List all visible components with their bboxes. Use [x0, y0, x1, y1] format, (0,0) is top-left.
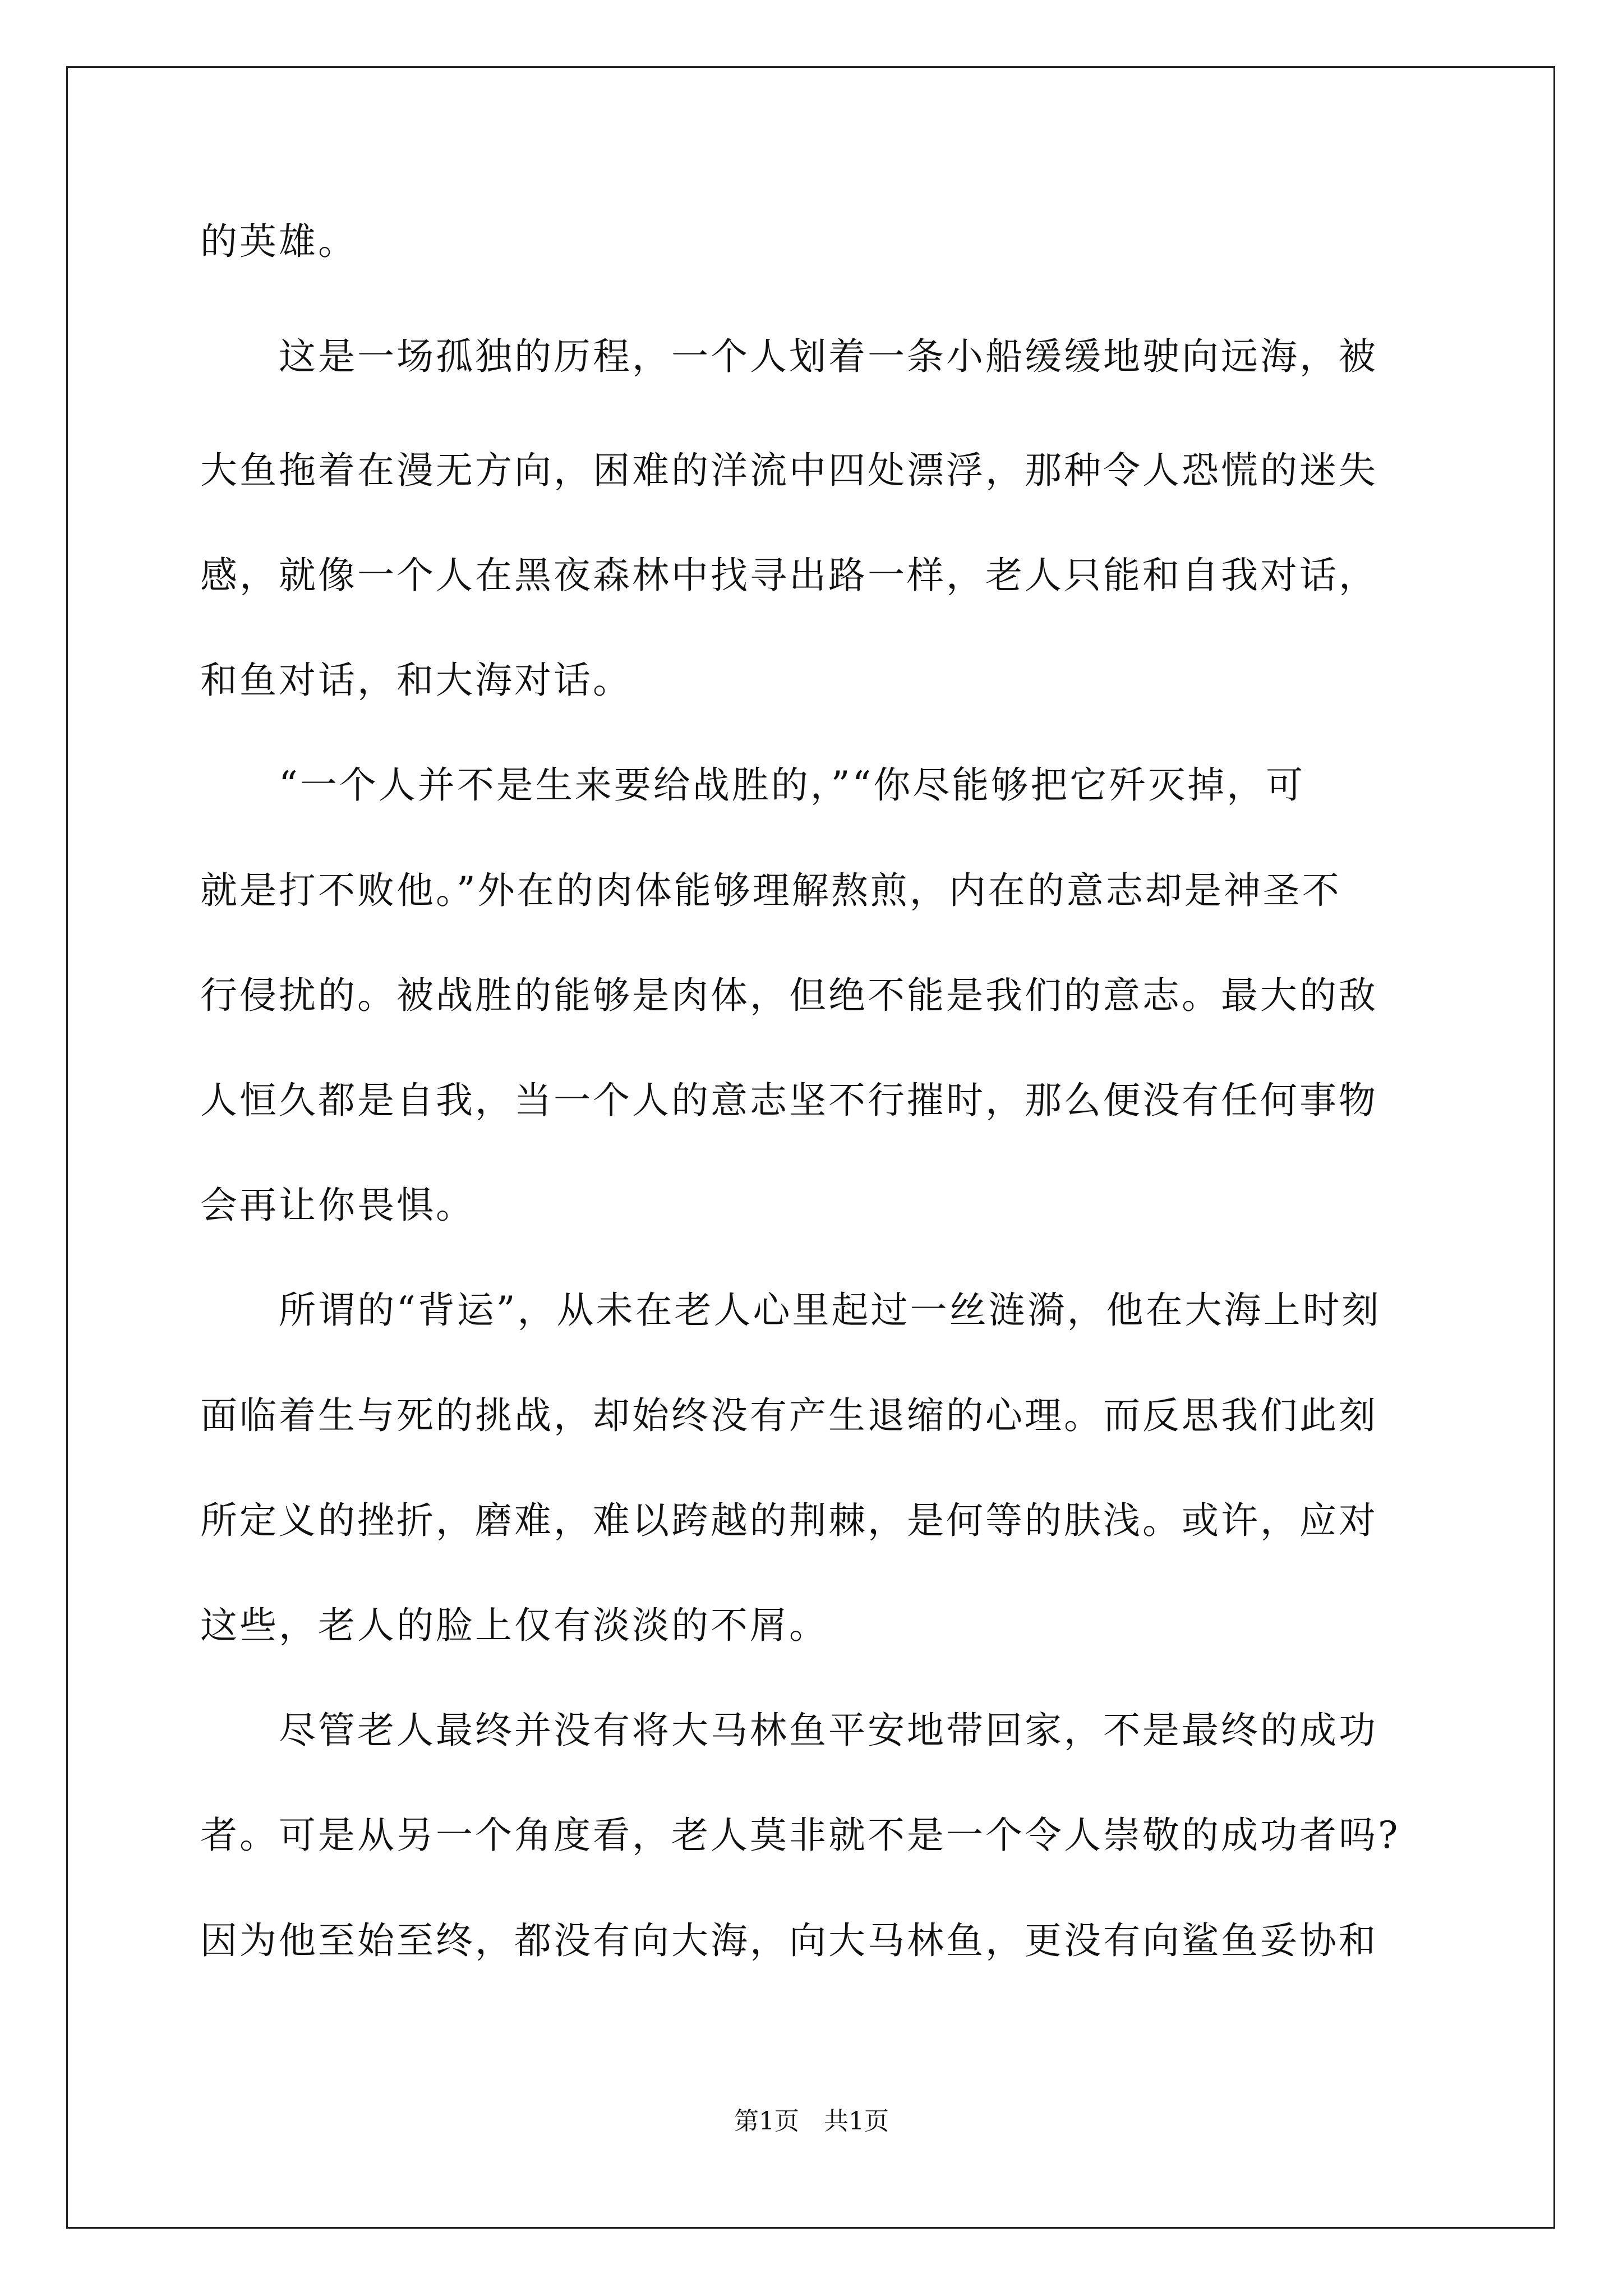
text-line: 这些，老人的脸上仅有淡淡的不屑。: [200, 1604, 828, 1647]
text-line: 人恒久都是自我，当一个人的意志坚不行摧时，那么便没有任何事物: [200, 1079, 1378, 1122]
page-number: 第1页 共1页: [734, 2107, 889, 2136]
text-line: 因为他至始至终，都没有向大海，向大马林鱼，更没有向鲨鱼妥协和: [200, 1919, 1378, 1962]
text-line: 这是一场孤独的历程，一个人划着一条小船缓缓地驶向远海，被: [200, 335, 1378, 378]
text-line: 所谓的“背运”，从未在老人心里起过一丝涟漪，他在大海上时刻: [200, 1289, 1381, 1332]
text-line: 感，就像一个人在黑夜森林中找寻出路一样，老人只能和自我对话，: [200, 554, 1378, 597]
text-line: 的英雄。: [200, 220, 357, 263]
text-line: 所定义的挫折，磨难，难以跨越的荆棘，是何等的肤浅。或许，应对: [200, 1499, 1378, 1542]
text-line: “一个人并不是生来要给战胜的，”“你尽能够把它歼灭掉，可: [200, 763, 1306, 807]
text-line: 会再让你畏惧。: [200, 1184, 475, 1227]
text-line: 就是打不败他。”外在的肉体能够理解熬煎，内在的意志却是神圣不: [200, 869, 1341, 912]
text-line: 者。可是从另一个角度看，老人莫非就不是一个令人崇敬的成功者吗?: [200, 1814, 1400, 1857]
text-line: 和鱼对话，和大海对话。: [200, 659, 632, 702]
text-line: 行侵扰的。被战胜的能够是肉体，但绝不能是我们的意志。最大的敌: [200, 974, 1378, 1017]
page-border: [66, 66, 1555, 2229]
text-line: 尽管老人最终并没有将大马林鱼平安地带回家，不是最终的成功: [200, 1709, 1378, 1752]
text-line: 面临着生与死的挑战，却始终没有产生退缩的心理。而反思我们此刻: [200, 1394, 1378, 1437]
text-line: 大鱼拖着在漫无方向，困难的洋流中四处漂浮，那种令人恐慌的迷失: [200, 449, 1378, 492]
